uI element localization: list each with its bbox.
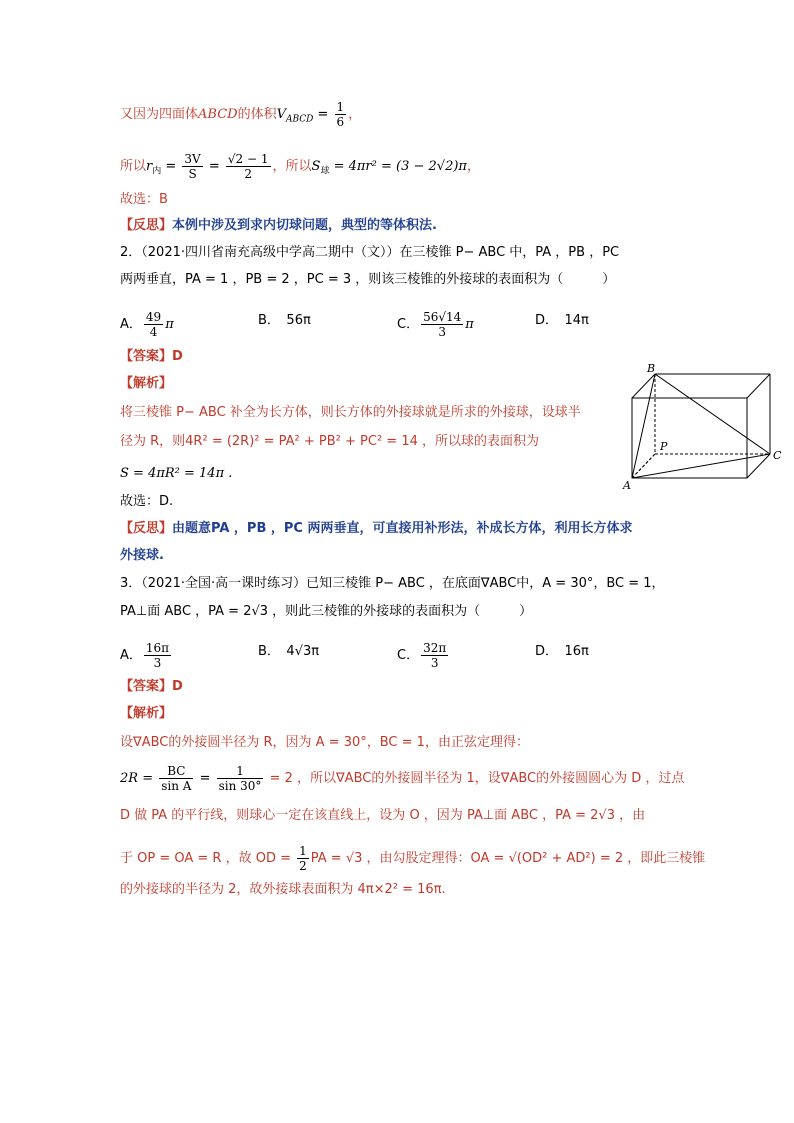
s-sub: 球 xyxy=(320,166,330,177)
q2-analysis-label: 【解析】 xyxy=(120,376,173,391)
q3-solution-line4 xyxy=(120,844,705,873)
fraction xyxy=(144,641,171,670)
q3-solution-line3: D 做 PA 的平行线，则球心一定在该直线上，设为 O ，因为 PA⊥面 ABC ，PA = 2√3 ，由 xyxy=(120,808,646,823)
den: 3 xyxy=(438,325,446,339)
num: 1 xyxy=(336,100,345,114)
box-pyramid-figure xyxy=(620,362,792,492)
fraction-root xyxy=(226,152,271,181)
equals: = xyxy=(313,107,333,122)
fraction-half xyxy=(297,844,309,873)
den: 6 xyxy=(336,115,345,129)
text: 所以 xyxy=(120,159,147,174)
edge xyxy=(747,374,770,398)
q3-option-d: D． 16π xyxy=(535,644,589,659)
q2-option-a xyxy=(120,310,174,339)
q2-solution-line3: S = 4πR² = 14π . xyxy=(120,466,233,481)
den: 3 xyxy=(430,656,439,670)
q2-option-c xyxy=(397,310,474,339)
q3-solution-line1: 设∇ABC的外接圆半径为 R，因为 A = 30°，BC = 1，由正弦定理得： xyxy=(120,735,529,750)
r-var: r xyxy=(146,159,153,174)
q2-stem-line1: 2．（2021·四川省南充高级中学高二期中（文））在三棱锥 P− ABC 中，PA ，PB ，PC xyxy=(120,245,620,260)
fraction xyxy=(421,641,448,670)
num: 49 xyxy=(145,310,162,324)
q2-option-d: D． 14π xyxy=(535,313,589,328)
answer-choice-line: 故选：B xyxy=(120,192,168,207)
q3-stem-line2: PA⊥面 ABC ，PA = 2√3 ，则此三棱锥的外接球的表面积为（ ） xyxy=(120,604,533,619)
reflect-label: 【反思】 xyxy=(120,218,173,233)
fraction-3v-s xyxy=(182,152,202,181)
q2-solution-line2: 径为 R，则4R² = (2R)² = PA² + PB² + PC² = 14 ，所以球的表面积为 xyxy=(120,434,540,449)
label: C． xyxy=(397,648,420,663)
fraction xyxy=(144,310,163,339)
pi: π xyxy=(465,317,474,332)
den: sin 30° xyxy=(218,779,262,793)
label-a: A xyxy=(623,479,631,492)
q2-stem-line2: 两两垂直，PA = 1 ，PB = 2 ，PC = 3 ，则该三棱锥的外接球的表面积为（ ） xyxy=(120,272,616,287)
den: sin A xyxy=(161,779,192,793)
comma: ， xyxy=(348,107,362,122)
r-sub: 内 xyxy=(152,166,162,177)
q2-reflection xyxy=(120,519,633,539)
q2-answer: 【答案】D xyxy=(120,349,183,364)
q3-answer: 【答案】D xyxy=(120,679,183,694)
equals: = xyxy=(161,159,181,174)
num: 1 xyxy=(217,764,264,779)
inradius-formula xyxy=(120,152,480,182)
q3-option-c xyxy=(397,641,450,670)
reflect-label: 【反思】 xyxy=(120,521,173,536)
edge-bc xyxy=(655,374,770,454)
num: 1 xyxy=(299,844,307,858)
text: 2R = xyxy=(120,771,158,786)
text: PA = √3 ，由勾股定理得：OA = √(OD² + AD²) = 2 ，即此三棱锥 xyxy=(310,851,706,866)
q3-solution-line5: 的外接球的半径为 2，故外接球表面积为 4π×2² = 16π. xyxy=(120,882,446,897)
text: 于 OP = OA = R ，故 OD = xyxy=(120,851,296,866)
q3-option-b: B． 4√3π xyxy=(258,644,320,659)
den: 3 xyxy=(153,656,162,670)
q3-analysis-label: 【解析】 xyxy=(120,706,173,721)
label: A． xyxy=(120,317,142,332)
volume-sub: ABCD xyxy=(285,114,314,125)
front-face xyxy=(632,398,747,478)
q3-solution-line2 xyxy=(120,764,684,793)
equals: = xyxy=(204,159,224,174)
reflection-1 xyxy=(120,216,437,236)
label: A． xyxy=(120,648,142,663)
reflect-text: 本例中涉及到求内切球问题，典型的等体积法. xyxy=(172,218,437,233)
box-diagram xyxy=(620,362,792,492)
q2-choose: 故选：D. xyxy=(120,494,174,509)
edge-ba xyxy=(632,374,655,478)
num: 56√14 xyxy=(423,310,462,324)
text: 又因为四面体 xyxy=(120,107,199,122)
den: S xyxy=(188,167,197,181)
fraction-bc-sina xyxy=(159,764,193,793)
den: 4 xyxy=(149,325,158,339)
label-c: C xyxy=(773,449,782,462)
label-p: P xyxy=(660,440,668,453)
num: √2 − 1 xyxy=(227,152,269,166)
text: 的体积 xyxy=(237,107,277,122)
tetra-name: ABCD xyxy=(198,107,238,122)
pi: π xyxy=(165,317,174,332)
label-b: B xyxy=(647,362,656,375)
fraction xyxy=(421,310,463,339)
q2-option-b: B． 56π xyxy=(258,313,311,328)
fraction-one-sixth xyxy=(335,100,347,129)
text: = 2 ，所以∇ABC的外接圆半径为 1，设∇ABC的外接圆圆心为 D ，过点 xyxy=(265,771,685,786)
volume-statement xyxy=(120,100,361,130)
edge-ac xyxy=(632,454,770,478)
num: BC xyxy=(159,764,193,779)
edge xyxy=(632,374,655,398)
comma: ， xyxy=(466,159,480,174)
num: 16π xyxy=(145,641,170,655)
label: C． xyxy=(397,317,420,332)
fraction-sin30 xyxy=(217,764,264,793)
q3-option-a xyxy=(120,641,173,670)
equals: = xyxy=(195,771,215,786)
reflect-text: 由题意PA ，PB ，PC 两两垂直，可直接用补形法，补成长方体，利用长方体求 xyxy=(172,521,633,536)
text: ，所以 xyxy=(272,159,312,174)
num: 3V xyxy=(184,152,201,166)
surface-formula: = 4πr² = (3 − 2√2)π xyxy=(329,159,467,174)
volume-var: V xyxy=(276,107,286,122)
num: 32π xyxy=(423,641,447,655)
den: 2 xyxy=(244,167,253,181)
s-var: S xyxy=(311,159,321,174)
q3-stem-line1: 3．（2021·全国·高一课时练习）已知三棱锥 P− ABC ，在底面∇ABC中，A = 30°，BC = 1， xyxy=(120,576,665,591)
den: 2 xyxy=(299,859,307,873)
q2-reflection-line2: 外接球. xyxy=(120,548,164,563)
q2-solution-line1: 将三棱锥 P− ABC 补全为长方体，则长方体的外接球就是所求的外接球，设球半 xyxy=(120,405,581,420)
